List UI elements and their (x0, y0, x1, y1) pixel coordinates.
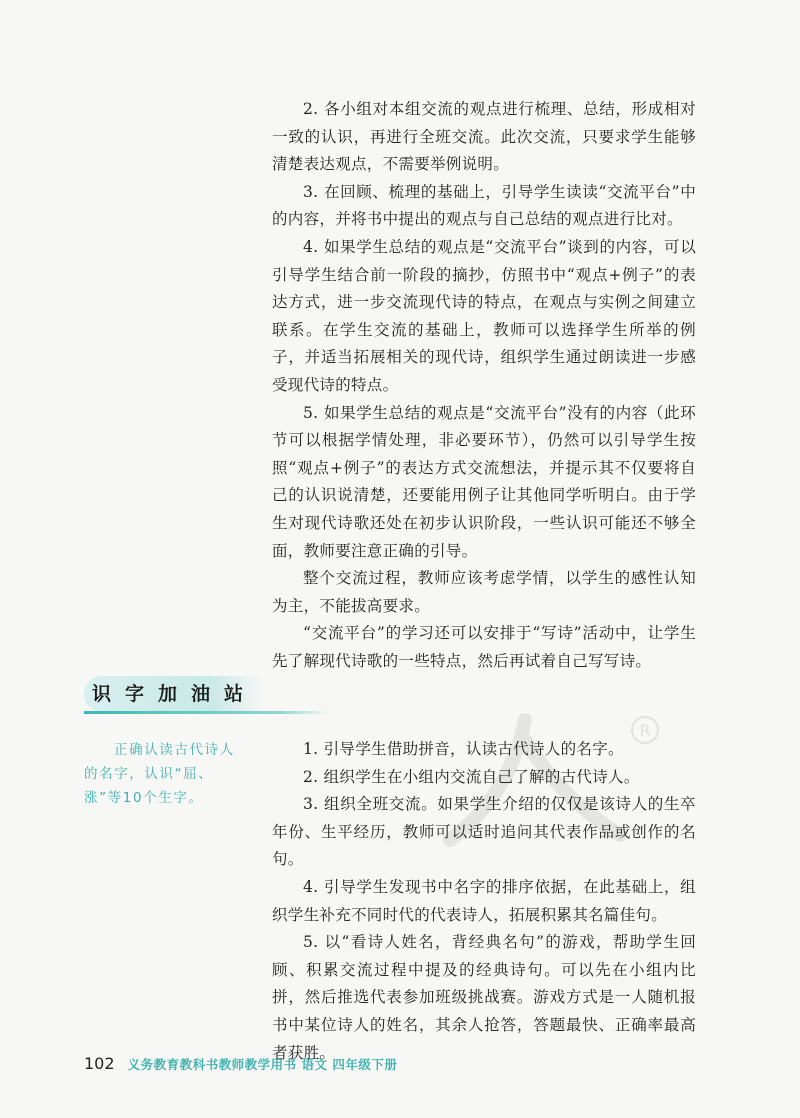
sidebar-objective-note: 正确认读古代诗人的名字，认识“屈、涨”等10个生字。 (84, 742, 235, 806)
page-number: 102 (84, 1054, 115, 1073)
svg-text:R: R (639, 721, 651, 740)
lower-text-block (272, 736, 696, 1067)
paragraph-note: “交流平台”的学习还可以安排于“写诗”活动中，让学生先了解现代诗歌的一些特点，然后再试着自己写写诗。 (272, 624, 696, 670)
step-item-4: 4. 引导学生发现书中名字的排序依据，在此基础上，组织学生补充不同时代的代表诗人，拓展积累其名篇佳句。 (272, 877, 696, 924)
step-item-3: 3. 组织全班交流。如果学生介绍的仅仅是该诗人的生卒年份、生平经历，教师可以适时追问其代表作品或创作的名句。 (272, 795, 696, 869)
paragraph-summary: 整个交流过程，教师应该考虑学情，以学生的感性认知为主，不能拔高要求。 (272, 569, 696, 615)
upper-text-block (272, 96, 696, 675)
book-title: 义务教育教科书教师教学用书 语文 四年级下册 (127, 1057, 398, 1072)
step-item-1: 1. 引导学生借助拼音，认读古代诗人的名字。 (303, 740, 624, 758)
step-item-2: 2. 组织学生在小组内交流自己了解的古代诗人。 (303, 767, 640, 786)
paragraph-item-3: 3. 在回顾、梳理的基础上，引导学生读读“交流平台”中的内容，并将书中提出的观点与自己总结的观点进行比对。 (272, 182, 696, 229)
section-header (84, 676, 424, 716)
step-item-5: 5. 以“看诗人姓名，背经典名句”的游戏，帮助学生回顾、积累交流过程中提及的经典诗句。可以先在小组内比拼，然后推选代表参加班级挑战赛。游戏方式是一人随机报书中某位诗人的姓名，其余人抢答，答题最快、正确率最高者获胜。 (272, 933, 696, 1062)
page-footer (84, 1054, 397, 1078)
paragraph-item-5: 5. 如果学生总结的观点是“交流平台”没有的内容（此环节可以根据学情处理，非必要环节），仍然可以引导学生按照“观点+例子”的表达方式交流想法，并提示其不仅要将自己的认识说清楚，还要能用例子让其他同学听明白。由于学生对现代诗歌还处在初步认识阶段，一些认识可能还不够全面，教师要注意正确的引导。 (272, 403, 696, 560)
paragraph-item-2: 2. 各小组对本组交流的观点进行梳理、总结，形成相对一致的认识，再进行全班交流。此次交流，只要求学生能够清楚表达观点，不需要举例说明。 (272, 100, 696, 174)
section-title: 识字加油站 (84, 676, 264, 712)
section-divider (84, 711, 329, 714)
paragraph-item-4: 4. 如果学生总结的观点是“交流平台”谈到的内容，可以引导学生结合前一阶段的摘抄，仿照书中“观点+例子”的表达方式，进一步交流现代诗的特点，在观点与实例之间建立联系。在学生交流的基础上，教师可以选择学生所举的例子，并适当拓展相关的现代诗，组织学生通过朗读进一步感受现代诗的特点。 (272, 237, 696, 394)
